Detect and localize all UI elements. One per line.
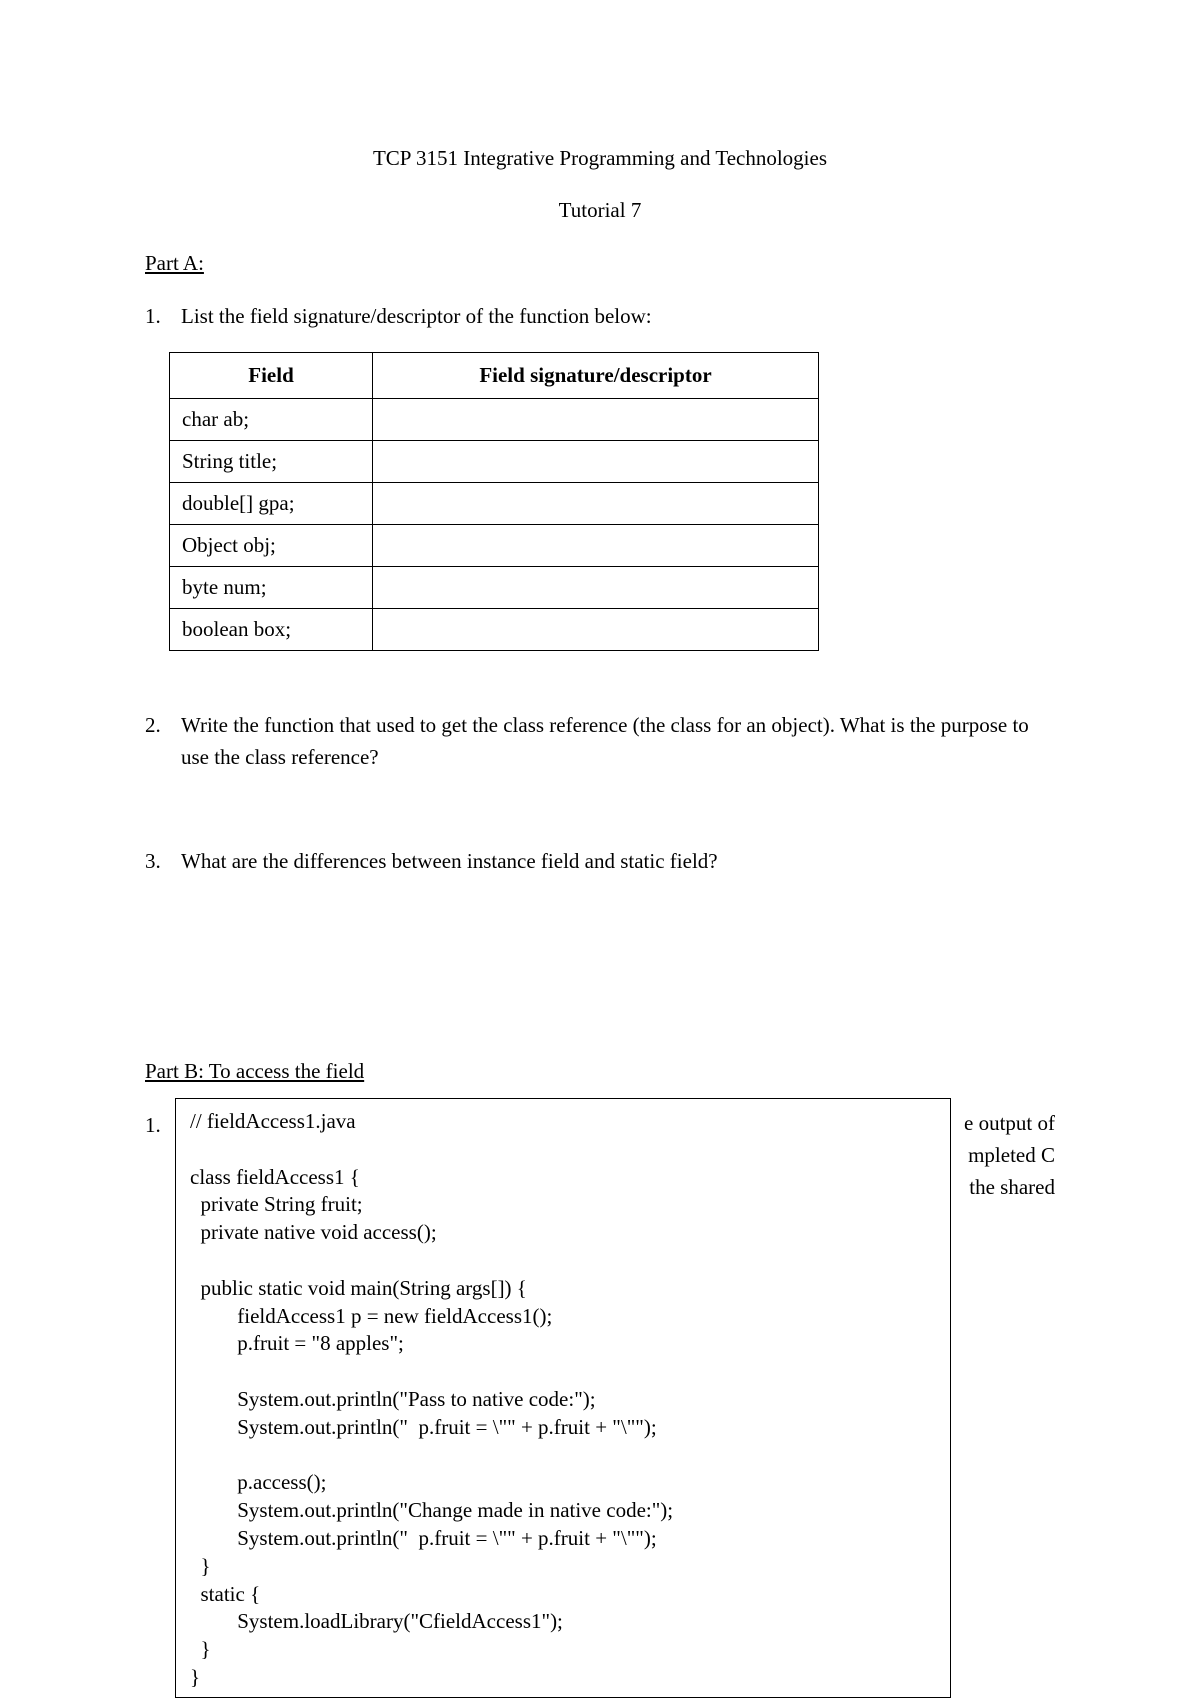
code-line: System.loadLibrary("CfieldAccess1"); xyxy=(190,1609,563,1634)
code-line: class fieldAccess1 { xyxy=(190,1164,360,1189)
question-2-text: Write the function that used to get the class reference (the class for an object). What is the purpose to use the class reference? xyxy=(181,713,1029,769)
table-row xyxy=(170,399,819,441)
code-line: System.out.println(" p.fruit = \"" + p.fruit + "\""); xyxy=(190,1526,657,1550)
field-signature-table xyxy=(169,352,819,651)
code-line: } xyxy=(190,1665,201,1689)
code-line: static { xyxy=(190,1581,261,1606)
code-line: public static void main(String args[]) { xyxy=(190,1275,527,1300)
code-line: System.out.println("Change made in native code:"); xyxy=(190,1498,674,1523)
field-cell: Object obj; xyxy=(170,525,373,567)
part-a-heading: Part A: xyxy=(145,251,204,275)
code-line: p.fruit = "8 apples"; xyxy=(190,1331,404,1356)
document-subtitle: Tutorial 7 xyxy=(558,198,642,222)
code-line: System.out.println(" p.fruit = \"" + p.fruit + "\""); xyxy=(190,1414,657,1439)
field-cell: char ab; xyxy=(170,399,373,441)
signature-cell[interactable] xyxy=(373,609,819,651)
code-line: // fieldAccess1.java xyxy=(190,1109,356,1133)
code-line: System.out.println("Pass to native code:"); xyxy=(190,1387,596,1411)
signature-cell[interactable] xyxy=(373,441,819,483)
question-2-number: 2. xyxy=(145,713,161,737)
obscured-text-fragment: mpleted C xyxy=(968,1143,1055,1167)
column-header-field: Field xyxy=(170,353,373,399)
question-1-text: List the field signature/descriptor of the function below: xyxy=(181,304,652,328)
obscured-text-fragment: e output of xyxy=(964,1111,1055,1135)
code-line: fieldAccess1 p = new fieldAccess1(); xyxy=(190,1303,553,1328)
table-row xyxy=(170,609,819,651)
signature-cell[interactable] xyxy=(373,567,819,609)
field-cell: boolean box; xyxy=(170,609,373,651)
field-cell: byte num; xyxy=(170,567,373,609)
code-line: private native void access(); xyxy=(190,1220,437,1245)
table-row xyxy=(170,441,819,483)
table-row xyxy=(170,525,819,567)
signature-cell[interactable] xyxy=(373,483,819,525)
table-header-row xyxy=(170,353,819,399)
question-1-number: 1. xyxy=(145,304,161,328)
obscured-text-fragment: the shared xyxy=(969,1175,1055,1199)
signature-cell[interactable] xyxy=(373,399,819,441)
question-3-text: What are the differences between instance field and static field? xyxy=(181,849,718,873)
document-title: TCP 3151 Integrative Programming and Technologies xyxy=(372,146,828,170)
code-line: } xyxy=(190,1553,211,1578)
column-header-signature: Field signature/descriptor xyxy=(373,353,819,399)
field-cell: double[] gpa; xyxy=(170,483,373,525)
code-line: p.access(); xyxy=(190,1470,327,1495)
part-b-question-1-number: 1. xyxy=(145,1113,161,1137)
code-line: } xyxy=(190,1637,211,1662)
table-row xyxy=(170,567,819,609)
field-cell: String title; xyxy=(170,441,373,483)
code-line: private String fruit; xyxy=(190,1192,363,1217)
table-row xyxy=(170,483,819,525)
signature-cell[interactable] xyxy=(373,525,819,567)
part-b-heading: Part B: To access the field xyxy=(145,1059,365,1083)
question-3-number: 3. xyxy=(145,849,161,873)
code-listing-box xyxy=(175,1098,951,1698)
